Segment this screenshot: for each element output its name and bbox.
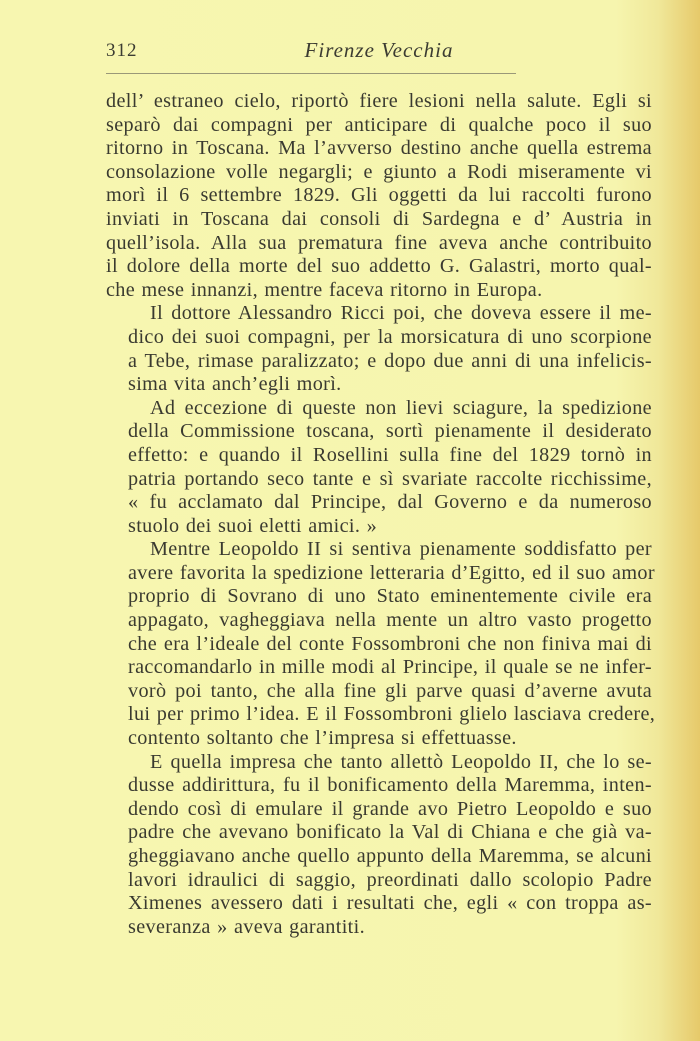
text-line: severanza » aveva garantiti. [128,915,365,938]
text-line: vorò poi tanto, che alla fine gli parve quasi d’averne avuta [128,679,652,702]
text-line: proprio di Sovrano di uno Stato eminentemente civile era [128,585,652,608]
text-line: dusse addirittura, fu il bonificamento della Maremma, inten- [128,774,652,797]
text-line: dell’ estraneo cielo, riportò fiere lesioni nella salute. Egli si [106,90,652,112]
text-line: a Tebe, rimase paralizzato; e dopo due anni di una infelicis- [128,349,652,372]
text-line: morì il 6 settembre 1829. Gli oggetti da lui raccolti furono [106,184,652,207]
text-line: avere favorita la spedizione letteraria d’Egitto, ed il suo amor [128,561,655,584]
text-line: sima vita anch’egli morì. [128,373,342,396]
text-line: Ad eccezione di queste non lievi sciagure, la spedizione [150,396,652,419]
paragraph [106,397,652,539]
text-line: ritorno in Toscana. Ma l’avverso destino anche quella estrema [106,137,652,160]
text-line: dendo così di emulare il grande avo Pietro Leopoldo e suo [128,797,652,820]
text-line: effetto: e quando il Rosellini sulla fine del 1829 tornò in [128,443,652,466]
paragraph [106,90,652,302]
text-line: inviati in Toscana dai consoli di Sardegna e d’ Austria in [106,207,652,230]
text-line: lavori idraulici di saggio, preordinati dallo scolopio Padre [128,868,652,891]
text-line: consolazione volle negargli; e giunto a Rodi miseramente vi [106,160,652,183]
paragraph [106,538,656,750]
text-line: gheggiavano anche quello appunto della Maremma, se alcuni [128,845,652,867]
text-line: Mentre Leopoldo II si sentiva pienamente soddisfatto per [150,538,652,561]
running-head [106,38,652,64]
text-line: il dolore della morte del suo addetto G. Galastri, morto qual- [106,255,652,278]
header-rule [106,73,516,74]
paragraph [106,751,652,940]
text-line: della Commissione toscana, sortì pienamente il desiderato [128,420,652,443]
text-line: padre che avevano bonificato la Val di Chiana e che già va- [128,821,652,844]
text-line: patria portando seco tante e sì svariate raccolte ricchissime, [128,467,652,490]
text-line: che era l’ideale del conte Fossombroni che non finiva mai di [128,632,652,655]
text-line: stuolo dei suoi eletti amici. » [128,514,378,537]
page-number: 312 [106,40,138,61]
text-line: separò dai compagni per anticipare di qualche poco il suo [106,113,652,136]
text-line: appagato, vagheggiava nella mente un altro vasto progetto [128,609,652,632]
body-text [106,90,656,939]
text-line: che mese innanzi, mentre faceva ritorno in Europa. [106,278,543,301]
text-line: dico dei suoi compagni, per la morsicatura di uno scorpione [128,325,652,348]
text-line: E quella impresa che tanto allettò Leopoldo II, che lo se- [150,750,652,773]
text-line: quell’isola. Alla sua prematura fine aveva anche contribuito [106,231,652,254]
text-line: « fu acclamato dal Principe, dal Governo e da numeroso [128,491,652,514]
text-line: Il dottore Alessandro Ricci poi, che doveva essere il me- [150,302,652,325]
text-line: Ximenes avessero dati i resultati che, egli « con troppa as- [128,892,652,915]
running-title: Firenze Vecchia [304,38,454,62]
text-line: contento soltanto che l’impresa si effettuasse. [128,727,517,750]
text-line: lui per primo l’idea. E il Fossombroni glielo lasciava credere, [128,703,656,726]
text-line: raccomandarlo in mille modi al Principe, il quale se ne infer- [128,656,652,679]
book-page [106,38,656,939]
paragraph [106,302,652,396]
